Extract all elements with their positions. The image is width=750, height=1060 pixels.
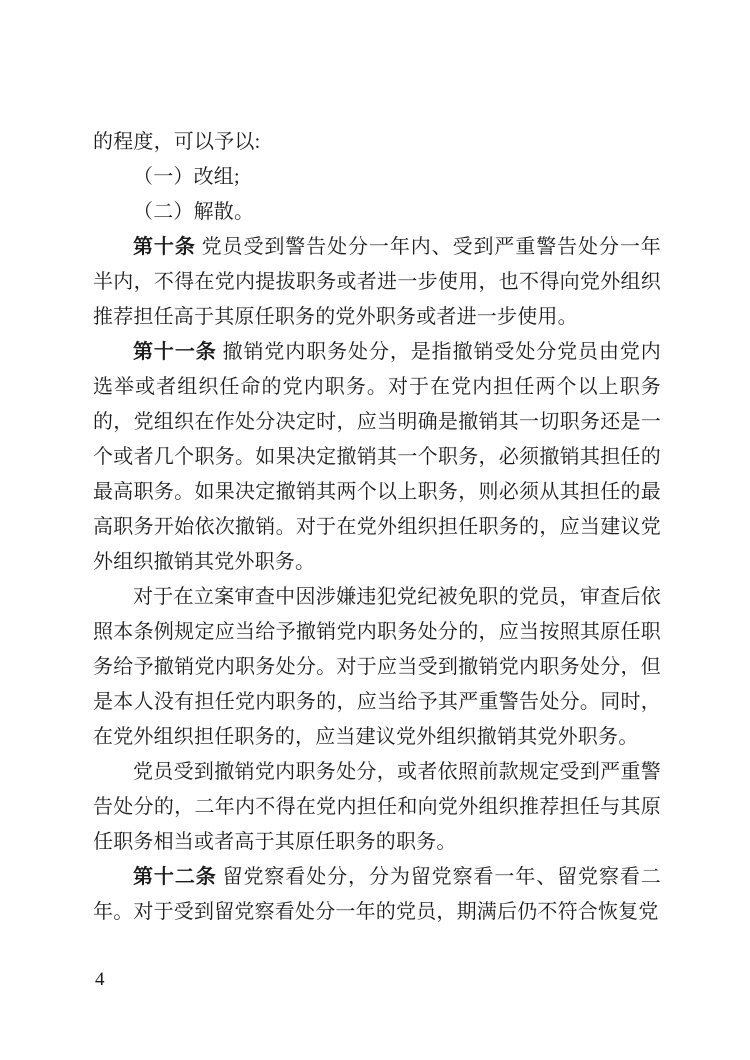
article-number: 第十条 — [133, 236, 196, 258]
list-item-2: （二）解散。 — [133, 201, 255, 223]
article-10: 第十条 党员受到警告处分一年内、受到严重警告处分一年半内，不得在党内提拔职务或者进一步使用，也不得向党外组织推荐担任高于其原任职务的党外职务或者进一步使用。 — [93, 236, 661, 328]
article-11-para-3: 党员受到撤销党内职务处分，或者依照前款规定受到严重警告处分的，二年内不得在党内担任和向党外组织推荐担任与其原任职务相当或者高于其原任职务的职务。 — [93, 761, 661, 853]
article-11-para-1: 第十一条 撤销党内职务处分，是指撤销受处分党员由党内选举或者组织任命的党内职务。对于在党内担任两个以上职务的，党组织在作处分决定时，应当明确是撤销其一切职务还是一个或者几个职务。如果决定撤销其一个职务，必须撤销其担任的最高职务。如果决定撤销其两个以上职务，则必须从其担任的最高职务开始依次撤销。对于在党外组织担任职务的，应当建议党外组织撤销其党外职务。 — [93, 341, 661, 573]
article-12: 第十二条 留党察看处分，分为留党察看一年、留党察看二年。对于受到留党察看处分一年的党员，期满后仍不符合恢复党 — [93, 866, 661, 923]
page-number: 4 — [95, 969, 105, 990]
list-item-1: （一）改组; — [133, 166, 240, 188]
document-body — [93, 125, 661, 930]
article-11-para-2: 对于在立案审查中因涉嫌违犯党纪被免职的党员，审查后依照本条例规定应当给予撤销党内职务处分的，应当按照其原任职务给予撤销党内职务处分。对于应当受到撤销党内职务处分，但是本人没有担任党内职务的，应当给予其严重警告处分。同时，在党外组织担任职务的，应当建议党外组织撤销其党外职务。 — [93, 586, 661, 748]
article-number: 第十二条 — [133, 866, 217, 888]
continuation-paragraph: 的程度，可以予以: — [93, 131, 261, 153]
article-number: 第十一条 — [133, 341, 217, 363]
